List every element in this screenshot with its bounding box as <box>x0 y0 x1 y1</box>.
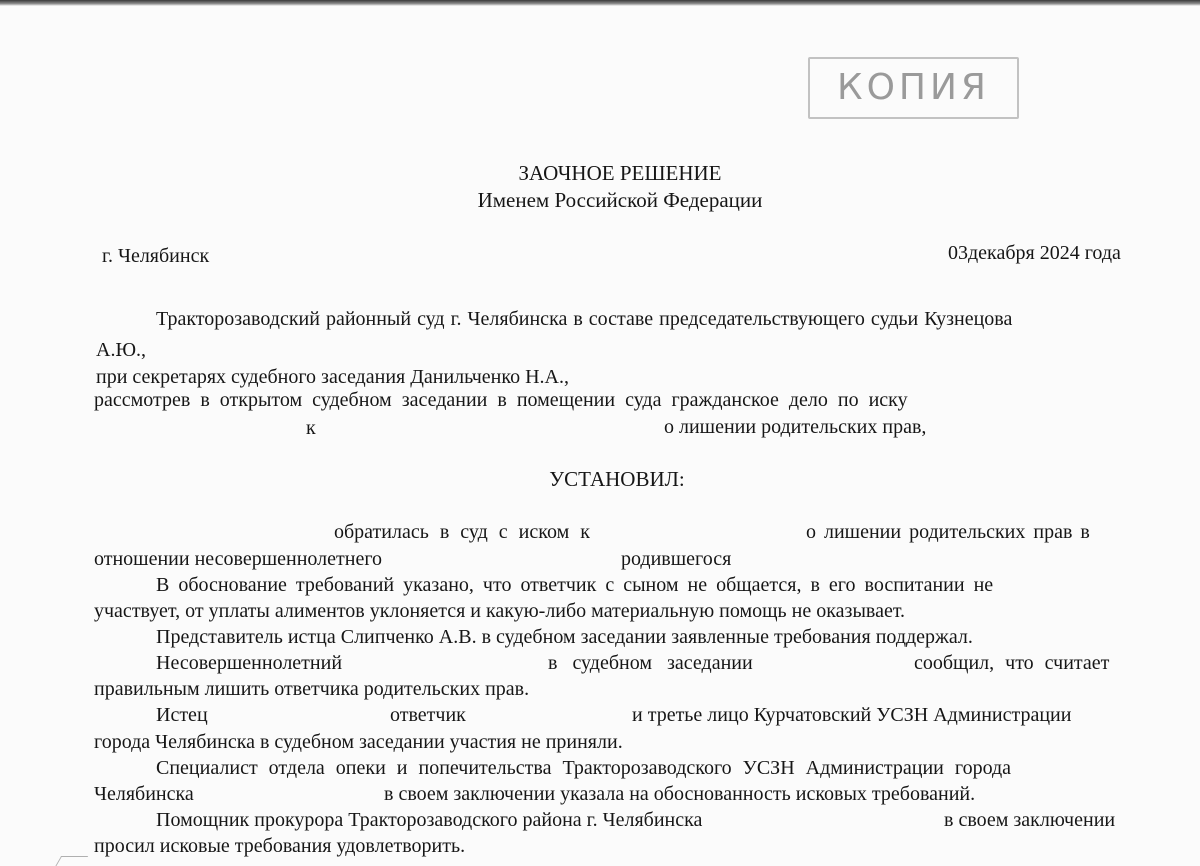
section-heading: УСТАНОВИЛ: <box>549 467 685 491</box>
p5-part-c: и третье лицо Курчатовский УСЗН Администрации <box>632 704 1072 726</box>
p6-line-1: Специалист отдела опеки и попечительства Тракторозаводского УСЗН Администрации города <box>156 757 1012 779</box>
p2-line-2: участвует, от уплаты алиментов уклоняется и какую-либо материальную помощь не оказывает. <box>94 600 906 622</box>
p2-line-1: В обоснование требований указано, что ответчик с сыном не общается, в его воспитании не <box>156 574 994 596</box>
p6-part-c: в своем заключении указала на обоснованность исковых требований. <box>384 783 976 805</box>
p6-part-b: Челябинска <box>94 783 194 805</box>
margin-mark <box>55 856 88 866</box>
p7-part-a: Помощник прокурора Тракторозаводского района г. Челябинска <box>156 809 703 831</box>
document-title: ЗАОЧНОЕ РЕШЕНИЕ <box>518 161 722 185</box>
intro-line-3: при секретарях судебного заседания Данильченко Н.А., <box>96 366 569 388</box>
p5-part-a: Истец <box>156 704 208 726</box>
document-subtitle: Именем Российской Федерации <box>477 188 763 212</box>
decision-date: 03декабря 2024 года <box>948 242 1121 264</box>
p5-part-b: ответчик <box>390 704 466 726</box>
p1-part-a: обратилась в суд с иском к <box>334 521 590 543</box>
city: г. Челябинск <box>102 245 210 267</box>
intro-line-2: А.Ю., <box>96 339 146 361</box>
p4-part-d: правильным лишить ответчика родительских прав. <box>94 678 530 700</box>
p4-part-b: в судебном заседании <box>548 652 753 674</box>
intro-line-5-a: к <box>306 417 316 439</box>
p7-part-c: просил исковые требования удовлетворить. <box>94 835 466 857</box>
p4-part-a: Несовершеннолетний <box>156 652 343 674</box>
p1-part-c: отношении несовершеннолетнего <box>94 548 383 570</box>
p3-line: Представитель истца Слипченко А.В. в судебном заседании заявленные требования поддержал. <box>156 626 973 648</box>
p7-part-b: в своем заключении <box>944 809 1116 831</box>
p1-part-b: о лишении родительских прав в <box>806 521 1090 543</box>
p5-part-d: города Челябинска в судебном заседании участия не приняли. <box>94 731 623 753</box>
p1-part-d: родившегося <box>621 548 732 570</box>
p4-part-c: сообщил, что считает <box>914 652 1110 674</box>
intro-line-1: Тракторозаводский районный суд г. Челябинска в составе председательствующего судьи Кузнецова <box>156 308 1013 330</box>
copy-stamp: КОПИЯ <box>808 57 1019 119</box>
intro-line-4: рассмотрев в открытом судебном заседании в помещении суда гражданское дело по иску <box>94 389 908 411</box>
intro-line-5-b: о лишении родительских прав, <box>664 416 927 438</box>
scan-top-edge <box>0 0 1200 6</box>
